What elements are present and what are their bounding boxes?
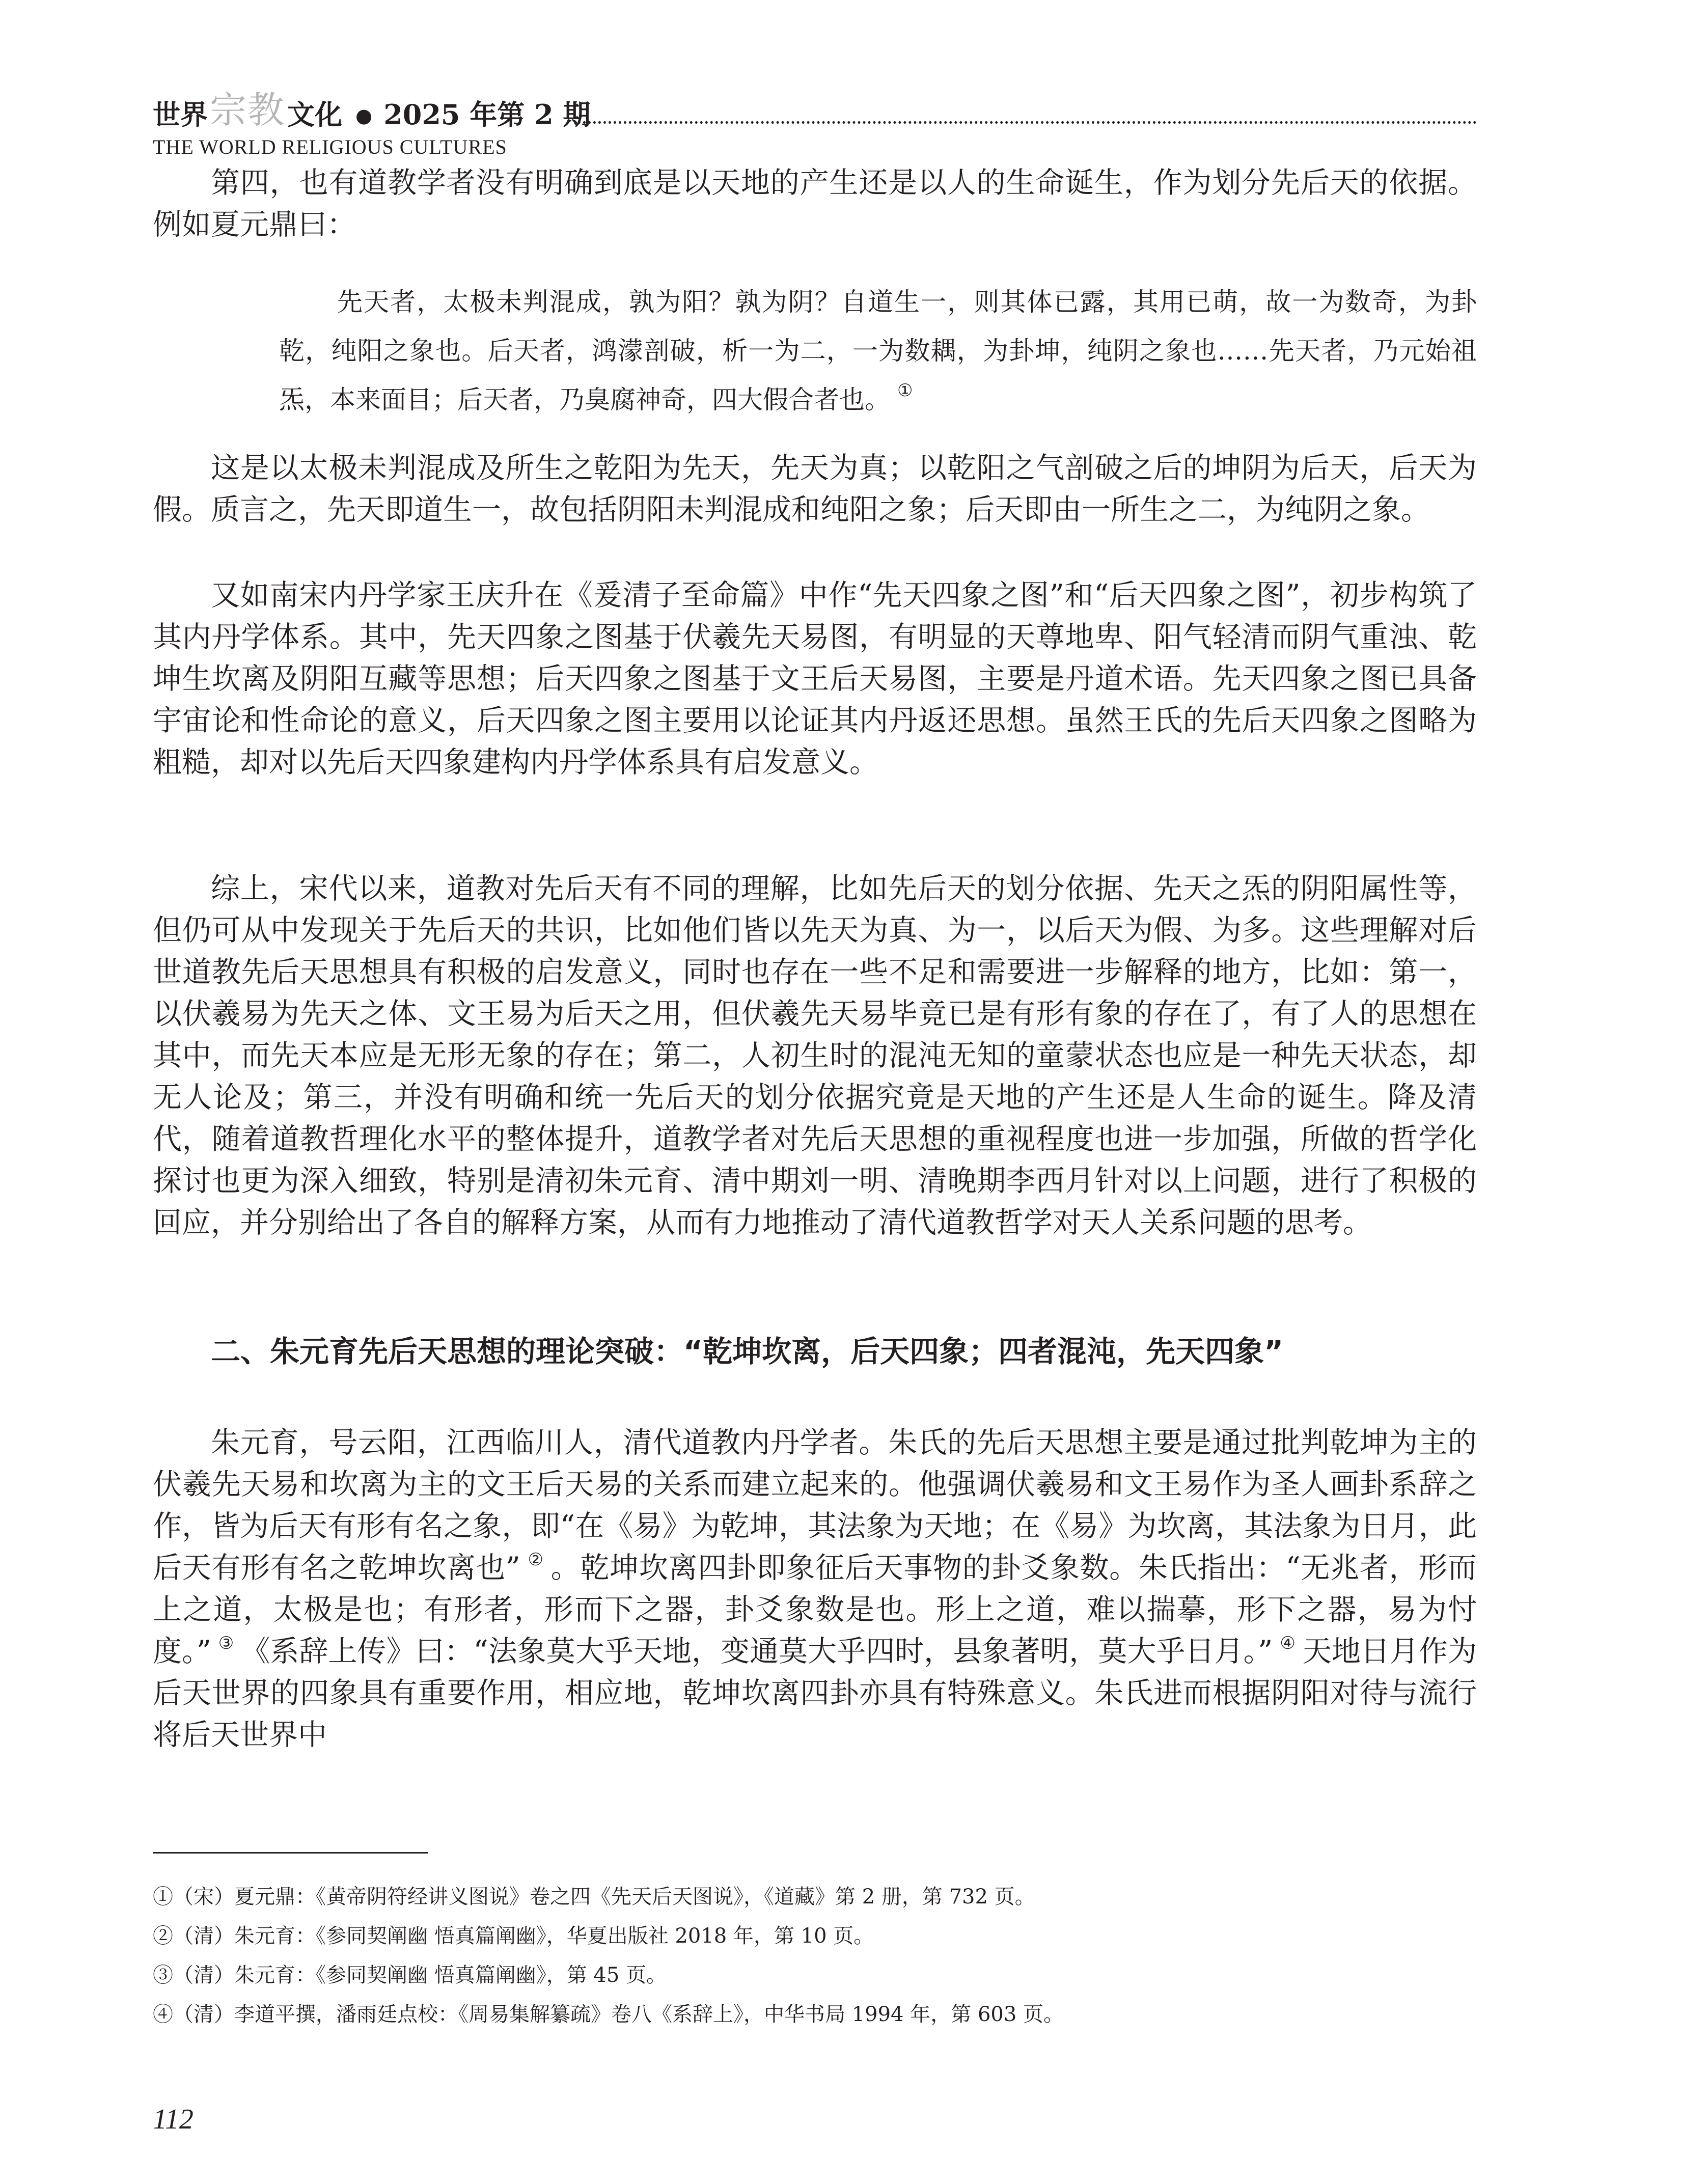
journal-title	[153, 88, 591, 131]
paragraph-5-text-d: 天地日月作为后天世界的四象具有重要作用，相应地，乾坤坎离四卦亦具有特殊意义。朱氏进而根据阴阳对待与流行将后天世界中	[153, 1635, 1477, 1752]
paragraph-2: 这是以太极未判混成及所生之乾阳为先天，先天为真；以乾阳之气剖破之后的坤阴为后天，后天为假。质言之，先天即道生一，故包括阴阳未判混成和纯阳之象；后天即由一所生之二，为纯阴之象。	[153, 451, 1477, 527]
footnote-ref-2[interactable]: ②	[527, 1550, 544, 1570]
paragraph-5	[153, 1422, 1477, 1756]
paragraph-5-text-c: 《系辞上传》曰：“法象莫大乎天地，变通莫大乎四时，县象著明，莫大乎日月。”	[241, 1635, 1273, 1668]
issue-label: 2025 年第 2 期	[383, 98, 591, 131]
bullet-icon: ●	[355, 104, 373, 127]
page-number: 112	[153, 2104, 194, 2135]
journal-english-title: THE WORLD RELIGIOUS CULTURES	[153, 135, 507, 158]
paragraph-1: 第四，也有道教学者没有明确到底是以天地的产生还是以人的生命诞生，作为划分先后天的依据。例如夏元鼎曰：	[153, 166, 1477, 241]
footnote-ref-3[interactable]: ③	[218, 1633, 234, 1653]
footnote-ref-1[interactable]: ①	[897, 380, 913, 401]
paragraph-5-text-b: 。乾坤坎离四卦即象征后天事物的卦爻象数。朱氏指出：“无兆者，形而上之道，太极是也；有形者，形而下之器，卦爻象数是也。形上之道，难以揣摹，形下之器，易为忖度。”	[153, 1551, 1477, 1668]
paragraph-3: 又如南宋内丹学家王庆升在《爰清子至命篇》中作“先天四象之图”和“后天四象之图”，初步构筑了其内丹学体系。其中，先天四象之图基于伏羲先天易图，有明显的天尊地卑、阳气轻清而阴气重浊、乾坤生坎离及阴阳互藏等思想；后天四象之图基于文王后天易图，主要是丹道术语。先天四象之图已具备宇宙论和性命论的意义，后天四象之图主要用以论证其内丹返还思想。虽然王氏的先后天四象之图略为粗糙，却对以先后天四象建构内丹学体系具有启发意义。	[153, 578, 1477, 779]
journal-title-part1: 世界	[153, 98, 208, 131]
running-header	[153, 88, 1477, 164]
journal-title-part3: 文化	[287, 98, 343, 131]
footnote-1: ①（宋）夏元鼎：《黄帝阴符经讲义图说》卷之四《先天后天图说》，《道藏》第 2 册，第 732 页。	[153, 1885, 1035, 1909]
header-dotted-rule	[578, 121, 1477, 124]
footnote-2: ②（清）朱元育：《参同契阐幽 悟真篇阐幽》，华夏出版社 2018 年，第 10 页。	[153, 1924, 874, 1948]
footnote-3: ③（清）朱元育：《参同契阐幽 悟真篇阐幽》，第 45 页。	[153, 1964, 667, 1987]
section-heading: 二、朱元育先后天思想的理论突破：“乾坤坎离，后天四象；四者混沌，先天四象”	[211, 1334, 1284, 1369]
paragraph-5-text-a: 朱元育，号云阳，江西临川人，清代道教内丹学者。朱氏的先后天思想主要是通过批判乾坤为主的伏羲先天易和坎离为主的文王后天易的关系而建立起来的。他强调伏羲易和文王易作为圣人画卦系辞之作，皆为后天有形有名之象，即“在《易》为乾坤，其法象为天地；在《易》为坎离，其法象为日月，此后天有形有名之乾坤坎离也”	[153, 1426, 1477, 1585]
footnote-ref-4[interactable]: ④	[1280, 1633, 1296, 1653]
footnote-4: ④（清）李道平撰，潘雨廷点校：《周易集解纂疏》卷八《系辞上》，中华书局 1994 年，第 603 页。	[153, 2003, 1064, 2026]
block-quote-text: 先天者，太极未判混成，孰为阳？孰为阴？自道生一，则其体已露，其用已萌，故一为数奇，为卦乾，纯阳之象也。后天者，鸿濛剖破，析一为二，一为数耦，为卦坤，纯阴之象也……先天者，乃元始祖炁，本来面目；后天者，乃臭腐神奇，四大假合者也。	[279, 287, 1477, 414]
block-quote	[279, 278, 1477, 424]
paragraph-4: 综上，宋代以来，道教对先后天有不同的理解，比如先后天的划分依据、先天之炁的阴阳属性等，但仍可从中发现关于先后天的共识，比如他们皆以先天为真、为一，以后天为假、为多。这些理解对后世道教先后天思想具有积极的启发意义，同时也存在一些不足和需要进一步解释的地方，比如：第一，以伏羲易为先天之体、文王易为后天之用，但伏羲先天易毕竟已是有形有象的存在了，有了人的思想在其中，而先天本应是无形无象的存在；第二，人初生时的混沌无知的童蒙状态也应是一种先天状态，却无人论及；第三，并没有明确和统一先后天的划分依据究竟是天地的产生还是人生命的诞生。降及清代，随着道教哲理化水平的整体提升，道教学者对先后天思想的重视程度也进一步加强，所做的哲学化探讨也更为深入细致，特别是清初朱元育、清中期刘一明、清晚期李西月针对以上问题，进行了积极的回应，并分别给出了各自的解释方案，从而有力地推动了清代道教哲学对天人关系问题的思考。	[153, 872, 1477, 1239]
journal-title-calligraphy: 宗教	[210, 89, 286, 131]
footnote-separator	[153, 1852, 428, 1854]
